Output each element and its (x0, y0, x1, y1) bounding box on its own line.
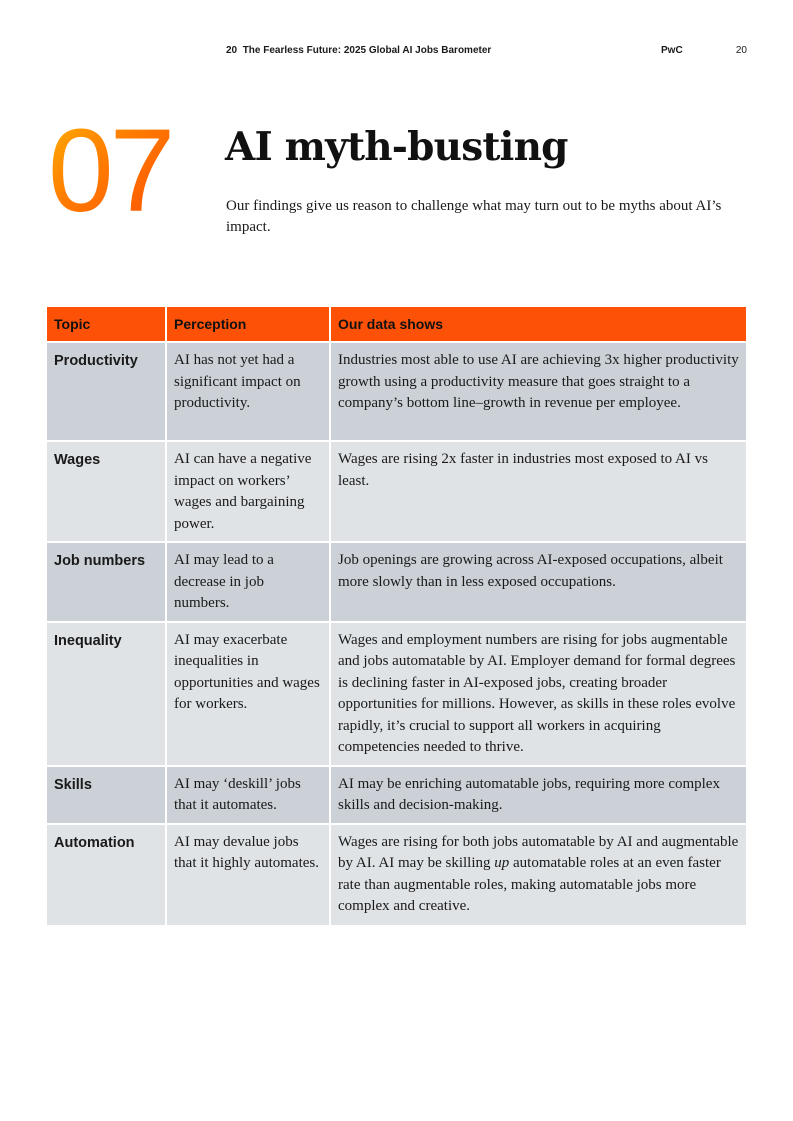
column-header-data-shows: Our data shows (330, 307, 746, 342)
table-body (47, 342, 746, 926)
data-shows-text: automatable roles at an even faster rate than augmentable roles, making automatable jobs more complex and creative. (338, 855, 721, 914)
running-header-page-label: 20 (226, 45, 238, 56)
publication-title: The Fearless Future: 2025 Global AI Jobs Barometer (242, 45, 492, 56)
section-number: 07 (48, 105, 172, 237)
perception-cell: AI may lead to a decrease in job numbers. (166, 542, 330, 622)
data-shows-cell: Wages are rising 2x faster in industries most exposed to AI vs least. (330, 441, 746, 542)
data-shows-cell: AI may be enriching automatable jobs, requiring more complex skills and decision-making. (330, 766, 746, 824)
running-header (226, 45, 747, 59)
table-row (47, 622, 746, 766)
brand-name: PwC (661, 45, 683, 56)
topic-cell: Productivity (47, 342, 166, 441)
perception-cell: AI may exacerbate inequalities in opportunities and wages for workers. (166, 622, 330, 766)
data-shows-cell: Industries most able to use AI are achieving 3x higher productivity growth using a productivity measure that goes straight to a company’s bottom line–growth in revenue per employee. (330, 342, 746, 441)
data-shows-cell (330, 824, 746, 926)
header-row (47, 307, 746, 342)
table-row (47, 342, 746, 441)
table-header (47, 307, 746, 342)
table-row (47, 441, 746, 542)
running-header-title (226, 45, 491, 56)
topic-cell: Inequality (47, 622, 166, 766)
myth-busting-table (47, 307, 746, 927)
table-row (47, 766, 746, 824)
topic-cell: Automation (47, 824, 166, 926)
perception-cell: AI may ‘deskill’ jobs that it automates. (166, 766, 330, 824)
perception-cell: AI has not yet had a significant impact on productivity. (166, 342, 330, 441)
topic-cell: Skills (47, 766, 166, 824)
section-title: AI myth-busting (225, 124, 568, 170)
data-shows-text: Wages are rising for both jobs automatable by AI and augmentable by AI. AI may be skilling (338, 833, 739, 871)
section-intro: Our findings give us reason to challenge what may turn out to be myths about AI’s impact. (226, 198, 722, 235)
emphasis-text: up (494, 855, 510, 871)
column-header-perception: Perception (166, 307, 330, 342)
topic-cell: Wages (47, 441, 166, 542)
perception-cell: AI may devalue jobs that it highly automates. (166, 824, 330, 926)
data-shows-cell: Job openings are growing across AI-exposed occupations, albeit more slowly than in less exposed occupations. (330, 542, 746, 622)
data-shows-cell: Wages and employment numbers are rising for jobs augmentable and jobs automatable by AI. Employer demand for formal degrees is declining faster in AI-exposed jobs, creating broader opportunities for millions. However, as skills in these roles evolve rapidly, it’s crucial to support all workers in acquiring competencies needed to thrive. (330, 622, 746, 766)
page-number: 20 (735, 45, 747, 56)
column-header-topic: Topic (47, 307, 166, 342)
perception-cell: AI can have a negative impact on workers’ wages and bargaining power. (166, 441, 330, 542)
topic-cell: Job numbers (47, 542, 166, 622)
table-row (47, 824, 746, 926)
table-row (47, 542, 746, 622)
